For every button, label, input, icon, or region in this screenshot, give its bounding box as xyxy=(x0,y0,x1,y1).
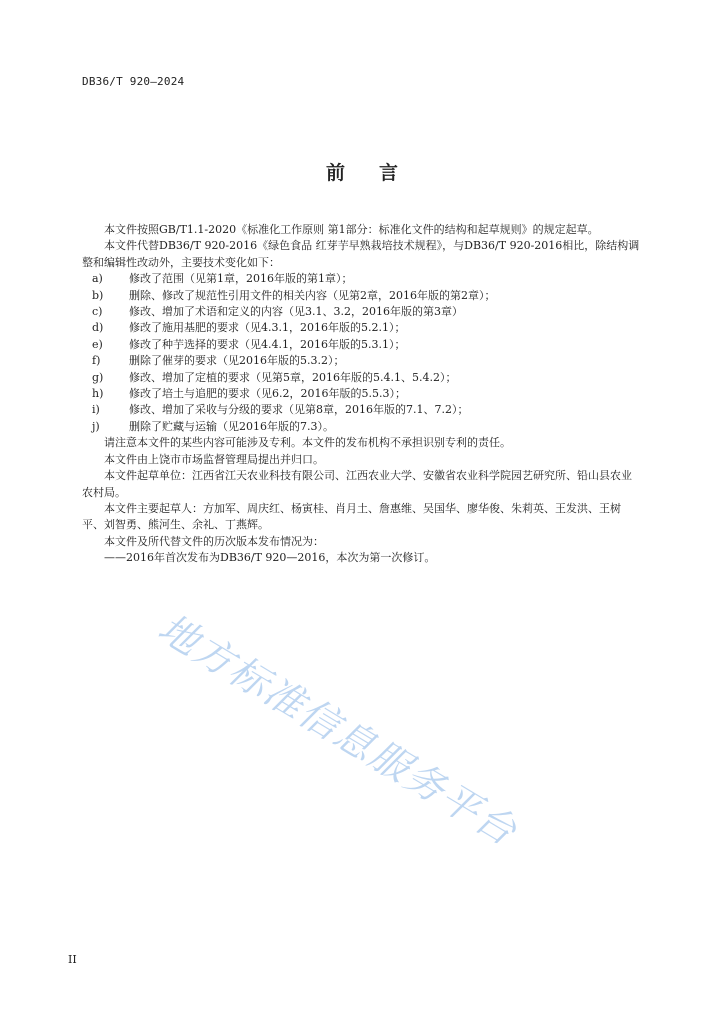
list-item xyxy=(82,353,642,369)
list-item-text: 修改了施用基肥的要求（见4.3.1，2016年版的5.2.1）； xyxy=(129,321,406,335)
page-number: II xyxy=(68,953,77,966)
list-item xyxy=(82,386,642,402)
list-marker: d) xyxy=(92,321,104,335)
list-item-text: 删除了贮藏与运输（见2016年版的7.3）。 xyxy=(129,419,334,433)
list-item xyxy=(82,402,642,418)
list-item xyxy=(82,320,642,336)
list-item-text: 修改了培土与追肥的要求（见6.2，2016年版的5.5.3）； xyxy=(129,387,406,401)
paragraph-version-history-intro: 本文件及所代替文件的历次版本发布情况为： xyxy=(104,534,324,548)
list-item-text: 修改、增加了术语和定义的内容（见3.1、3.2，2016年版的第3章） xyxy=(129,305,463,319)
list-marker: b) xyxy=(92,288,104,302)
paragraph-drafters: 本文件主要起草人：方加军、周庆红、杨寅桂、肖月土、詹惠维、吴国华、廖华俊、朱莉英、王发洪、王树平、刘智勇、熊河生、余礼、丁燕辉。 xyxy=(82,501,621,532)
paragraph-version-history-item: ——2016年首次发布为DB36/T 920—2016，本次为第一次修订。 xyxy=(104,551,436,565)
document-code: DB36/T 920—2024 xyxy=(82,75,185,88)
foreword-body xyxy=(82,222,642,567)
list-marker: i) xyxy=(92,403,100,417)
paragraph-proposer: 本文件由上饶市市场监督管理局提出并归口。 xyxy=(104,452,324,466)
paragraph-drafting-units: 本文件起草单位：江西省江天农业科技有限公司、江西农业大学、安徽省农业科学院园艺研究所、铅山县农业农村局。 xyxy=(82,469,632,499)
list-item xyxy=(82,288,642,304)
technical-changes-list xyxy=(82,271,642,435)
paragraph-drafting-basis: 本文件按照GB/T1.1-2020《标准化工作原则 第1部分：标准化文件的结构和起草规则》的规定起草。 xyxy=(104,223,599,236)
list-marker: g) xyxy=(92,370,104,384)
list-item xyxy=(82,419,642,435)
list-marker: h) xyxy=(92,387,104,401)
list-item xyxy=(82,337,642,353)
list-marker: f) xyxy=(92,354,101,368)
watermark: 地方标准信息服务平台 xyxy=(150,605,525,856)
list-marker: j) xyxy=(92,419,100,433)
list-item-text: 修改、增加了采收与分级的要求（见第8章，2016年版的7.1、7.2）； xyxy=(129,403,469,417)
list-marker: c) xyxy=(92,305,103,319)
list-item xyxy=(82,271,642,287)
list-item-text: 删除、修改了规范性引用文件的相关内容（见第2章，2016年版的第2章）； xyxy=(129,288,496,302)
list-marker: a) xyxy=(92,272,103,286)
list-item-text: 修改了范围（见第1章，2016年版的第1章）； xyxy=(129,272,353,286)
paragraph-replacement-note: 本文件代替DB36/T 920-2016《绿色食品 红芽芋早熟栽培技术规程》，与DB36/T 920-2016相比，除结构调整和编辑性改动外，主要技术变化如下： xyxy=(82,239,640,269)
list-item-text: 修改了种芋选择的要求（见4.4.1，2016年版的5.3.1）； xyxy=(129,337,406,351)
list-item xyxy=(82,304,642,320)
paragraph-patent-notice: 请注意本文件的某些内容可能涉及专利。本文件的发布机构不承担识别专利的责任。 xyxy=(104,436,511,450)
page-title: 前言 xyxy=(325,162,432,184)
list-item-text: 修改、增加了定植的要求（见第5章，2016年版的5.4.1、5.4.2）； xyxy=(129,370,457,384)
list-marker: e) xyxy=(92,337,103,351)
list-item xyxy=(82,370,642,386)
list-item-text: 删除了催芽的要求（见2016年版的5.3.2）； xyxy=(129,354,345,368)
